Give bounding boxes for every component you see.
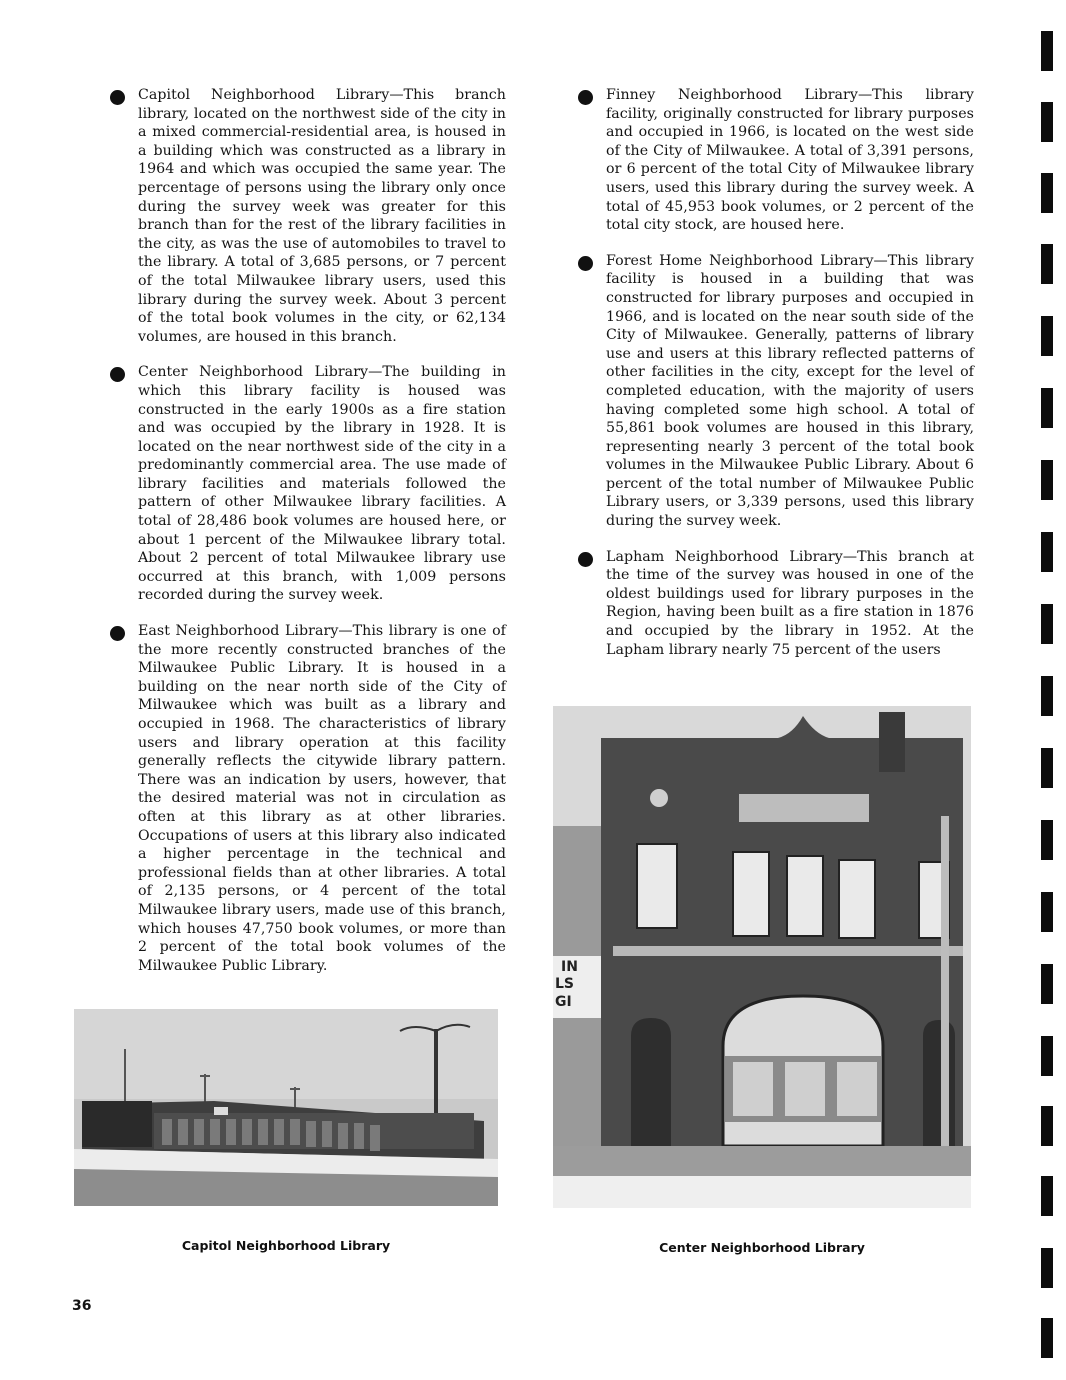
sign-letters-3: GI [555,994,572,1010]
sign-letters-2: LS [555,976,575,992]
entry-text: Center Neighborhood Library—The building in which this library facility is housed was constructed in the early 1900s as a fire station and was occupied by the library in 1928. It is located on the near northwest side of the city in a predominantly commercial area. The use made of library facilities and materials followed the pattern of other Milwaukee library facilities. A total of 28,486 book volumes are housed here, or about 1 percent of the Milwaukee library total. About 2 percent of total Milwaukee library use occurred at this branch, with 1,009 persons recorded during the survey week. [138,364,506,604]
entry-lapham [578,548,974,660]
entry-text: Lapham Neighborhood Library—This branch at the time of the survey was housed in one of the oldest buildings used for library purposes in the Region, having been built as a fire station in 1876 and occupied by the library in 1952. At the Lapham library nearly 75 percent of the users [606,548,974,658]
binding-mark [1041,1176,1053,1216]
binding-mark [1041,532,1053,572]
binding-mark [1041,964,1053,1004]
center-photo-caption: Center Neighborhood Library [659,1240,865,1255]
bullet-icon [578,256,593,271]
entry-capitol [110,86,506,346]
capitol-library-photo [74,1009,498,1206]
binding-mark [1041,1106,1053,1146]
binding-mark [1041,31,1053,71]
page-number: 36 [72,1298,92,1314]
binding-mark [1041,102,1053,142]
entry-text: Forest Home Neighborhood Library—This library facility is housed in a building that was constructed for library purposes and occupied in 1966, and is located on the near south side of the City of Milwaukee. Generally, patterns of library use and users at this library reflected patterns of other facilities in the city, except for the level of completed education, with the majority of users having completed some high school. A total of 55,861 book volumes are housed in this library, representing nearly 3 percent of the total book volumes in the Milwaukee Public Library. About 6 percent of the total number of Milwaukee Public Library users, or 3,339 persons, used this library during the survey week. [606,252,974,530]
binding-mark [1041,388,1053,428]
entry-text: Capitol Neighborhood Library—This branch library, located on the northwest side of the city in a mixed commercial-residential area, is housed in a building which was constructed as a library in 1964 and which was occupied the same year. The percentage of persons using the library only once during the survey week was greater for this branch than for the rest of the library facilities in the city, as was the use of automobiles to travel to the library. A total of 3,685 persons, or 7 percent of the total Milwaukee library users, used this library during the survey week. About 3 percent of the total book volumes in the city, or 62,134 volumes, are housed in this branch. [138,87,506,345]
binding-mark [1041,676,1053,716]
binding-mark [1041,820,1053,860]
entry-text: Finney Neighborhood Library—This library facility, originally constructed for library purposes and occupied in 1966, is located on the west side of the City of Milwaukee. A total of 3,391 persons, or 6 percent of the total City of Milwaukee library users, used this library during the survey week. A total of 45,953 book volumes, or 2 percent of the total city stock, are housed here. [606,87,974,234]
capitol-photo-caption: Capitol Neighborhood Library [181,1238,391,1253]
right-column [578,86,974,676]
entry-text: East Neighborhood Library—This library is one of the more recently constructed branches of the Milwaukee Public Library. It is housed in a building on the near north side of the City of Milwaukee which was built as a library and occupied in 1968. The characteristics of library users and library operation at this facility generally reflects the citywide library pattern. There was an indication by users, however, that the desired material was not in circulation as often at this library as at other libraries. Occupations of users at this library also indicated a higher percentage in the technical and professional fields than at other libraries. A total of 2,135 persons, or 4 percent of the total Milwaukee library users, made use of this branch, which houses 47,750 book volumes, or more than 2 percent of the total book volumes of the Milwaukee Public Library. [138,623,506,974]
left-column [110,86,506,992]
binding-mark [1041,892,1053,932]
sign-letters-1: IN [561,959,578,975]
binding-mark [1041,1248,1053,1288]
bullet-icon [110,367,125,382]
capitol-photo-illustration [74,1009,498,1206]
binding-mark [1041,1318,1053,1358]
entry-forest-home [578,252,974,531]
center-photo-illustration [553,706,971,1208]
center-library-photo [553,706,971,1208]
entry-finney [578,86,974,235]
binding-mark [1041,244,1053,284]
binding-mark [1041,316,1053,356]
entry-east [110,622,506,975]
binding-mark [1041,460,1053,500]
binding-mark [1041,748,1053,788]
entry-center [110,363,506,605]
binding-mark [1041,1036,1053,1076]
bullet-icon [578,552,593,567]
bullet-icon [110,90,125,105]
binding-mark [1041,604,1053,644]
bullet-icon [578,90,593,105]
bullet-icon [110,626,125,641]
binding-mark [1041,173,1053,213]
